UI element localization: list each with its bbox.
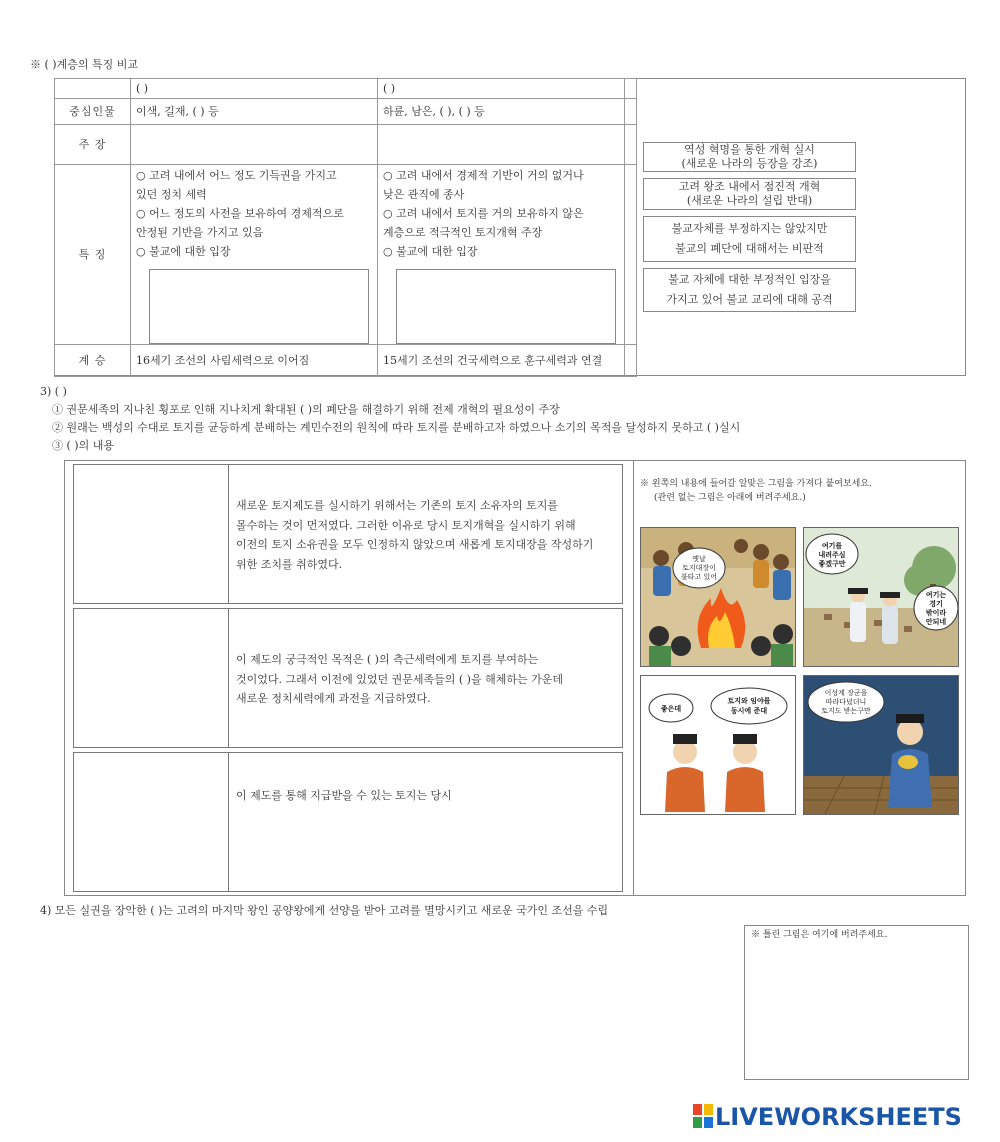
section3-item3: ③ ( )의 내용: [52, 439, 114, 452]
people-left: 이색, 길재, ( ) 등: [131, 99, 378, 125]
picture-official-reward[interactable]: [803, 675, 959, 815]
picture-two-officials[interactable]: [640, 675, 796, 815]
bubble-text: 토지도 받는구만: [821, 707, 871, 715]
bubble-text: 내려주심: [818, 551, 846, 559]
bubble-text: 여기는: [925, 591, 947, 599]
features-left: ○ 고려 내에서 어느 정도 기득권을 가지고 있던 정치 세력 ○ 어느 정도의 사전을 보유하여 경제적으로 안정된 기반을 가지고 있음 ○ 불교에 대한 입장: [131, 165, 378, 345]
header-right-blank[interactable]: ( ): [378, 79, 625, 99]
lineage-right: 15세기 조선의 건국세력으로 훈구세력과 연결: [378, 345, 625, 377]
brand-logo-icon: [693, 1104, 713, 1128]
bubble-text: 경기: [929, 600, 943, 608]
section4-text: 4) 모든 실권을 장악한 ( )는 고려의 마지막 왕인 공양왕에게 선양을 받아 고려를 멸망시키고 새로운 국가인 조선을 수립: [40, 904, 609, 917]
label-people: 중심인물: [55, 99, 131, 125]
picture-burning-records[interactable]: [640, 527, 796, 667]
picture-drop-zone[interactable]: [74, 609, 229, 747]
bubble-text: 토지대장이: [682, 564, 716, 572]
liveworksheets-logo: LIVEWORKSHEETS: [693, 1103, 962, 1131]
bubble-text: 안되네: [925, 618, 947, 626]
bubble-text: 옛날: [692, 555, 706, 563]
discard-drop-zone[interactable]: [744, 925, 969, 1080]
features-right: ○ 고려 내에서 경제적 기반이 거의 없거나 낮은 관직에 종사 ○ 고려 내에서 토지를 거의 보유하지 않은 계층으로 적극적인 토지개혁 주장 ○ 불교에 대한 입장: [378, 165, 625, 345]
people-right: 하륜, 남은, ( ), ( ) 등: [378, 99, 625, 125]
label-claim: 주 장: [55, 125, 131, 165]
option-card[interactable]: 고려 왕조 내에서 점진적 개혁 (새로운 나라의 설립 반대): [643, 178, 856, 210]
comparison-table: [54, 78, 637, 377]
content-row: 이 제도를 통해 지급받을 수 있는 토지는 당시: [73, 752, 623, 892]
picture-land-location[interactable]: [803, 527, 959, 667]
section3-title: 3) ( ): [40, 385, 67, 398]
bubble-text: 동시에 준대: [730, 707, 768, 715]
label-feature: 특 징: [55, 165, 131, 345]
bubble-text: 밖이라: [925, 609, 947, 617]
label-lineage: 계 승: [55, 345, 131, 377]
picture-drop-zone[interactable]: [74, 465, 229, 603]
header-left-blank[interactable]: ( ): [131, 79, 378, 99]
bubble-text: 이성계 장군을: [824, 689, 868, 697]
buddhism-right-drop[interactable]: [396, 269, 616, 344]
option-card[interactable]: 불교자체를 부정하지는 않았지만 불교의 폐단에 대해서는 비판적: [643, 216, 856, 262]
header-blank-cell: [55, 79, 131, 99]
content-row: 이 제도의 궁극적인 목적은 ( )의 측근세력에게 토지를 부여하는 것이었다. 그래서 이전에 있었던 권문세족들의 ( )을 해체하는 가운데 새로운 정치세력에게 과전을 지급하였다.: [73, 608, 623, 748]
option-card[interactable]: 불교 자체에 대한 부정적인 입장을 가지고 있어 불교 교리에 대해 공격: [643, 268, 856, 312]
section-intro: ※ ( )계층의 특징 비교: [30, 58, 138, 71]
content-row: 새로운 토지제도를 실시하기 위해서는 기존의 토지 소유자의 토지를 몰수하는 것이 먼저였다. 그러한 이유로 당시 토지개혁을 실시하기 위해 이전의 토지 소유권을 모두 인정하지 않았으며 새롭게 토지대장을 작성하기 위한 조치를 취하였다.: [73, 464, 623, 604]
bubble-text: 좋은데: [660, 705, 682, 713]
claim-right-drop[interactable]: [378, 125, 625, 165]
bubble-text: 좋겠구만: [818, 560, 846, 568]
option-card[interactable]: 역성 혁명을 통한 개혁 실시 (새로운 나라의 등장을 강조): [643, 142, 856, 172]
bubble-text: 여기를: [821, 542, 843, 550]
section3-item1: ① 권문세족의 지나친 횡포로 인해 지나치게 확대된 ( )의 폐단을 해결하기 위해 전제 개혁의 필요성이 주장: [52, 403, 560, 416]
bubble-text: 따라다녔더니: [825, 698, 867, 706]
buddhism-left-drop[interactable]: [149, 269, 369, 344]
pictures-note: ※ 왼쪽의 내용에 들어갈 알맞은 그림을 가져다 붙여보세요. (관련 없는 그림은 아래에 버려주세요.): [640, 479, 872, 503]
bubble-text: 불타고 있어: [680, 573, 718, 581]
picture-drop-zone[interactable]: [74, 753, 229, 891]
section3-item2: ② 원래는 백성의 수대로 토지를 균등하게 분배하는 계민수전의 원칙에 따라 토지를 분배하고자 하였으나 소기의 목적을 달성하지 못하고 ( )실시: [52, 421, 741, 434]
lineage-left: 16세기 조선의 사림세력으로 이어짐: [131, 345, 378, 377]
bubble-text: 토지와 임야를: [727, 697, 771, 705]
discard-note: ※ 틀린 그림은 여기에 버려주세요.: [751, 930, 888, 940]
claim-left-drop[interactable]: [131, 125, 378, 165]
